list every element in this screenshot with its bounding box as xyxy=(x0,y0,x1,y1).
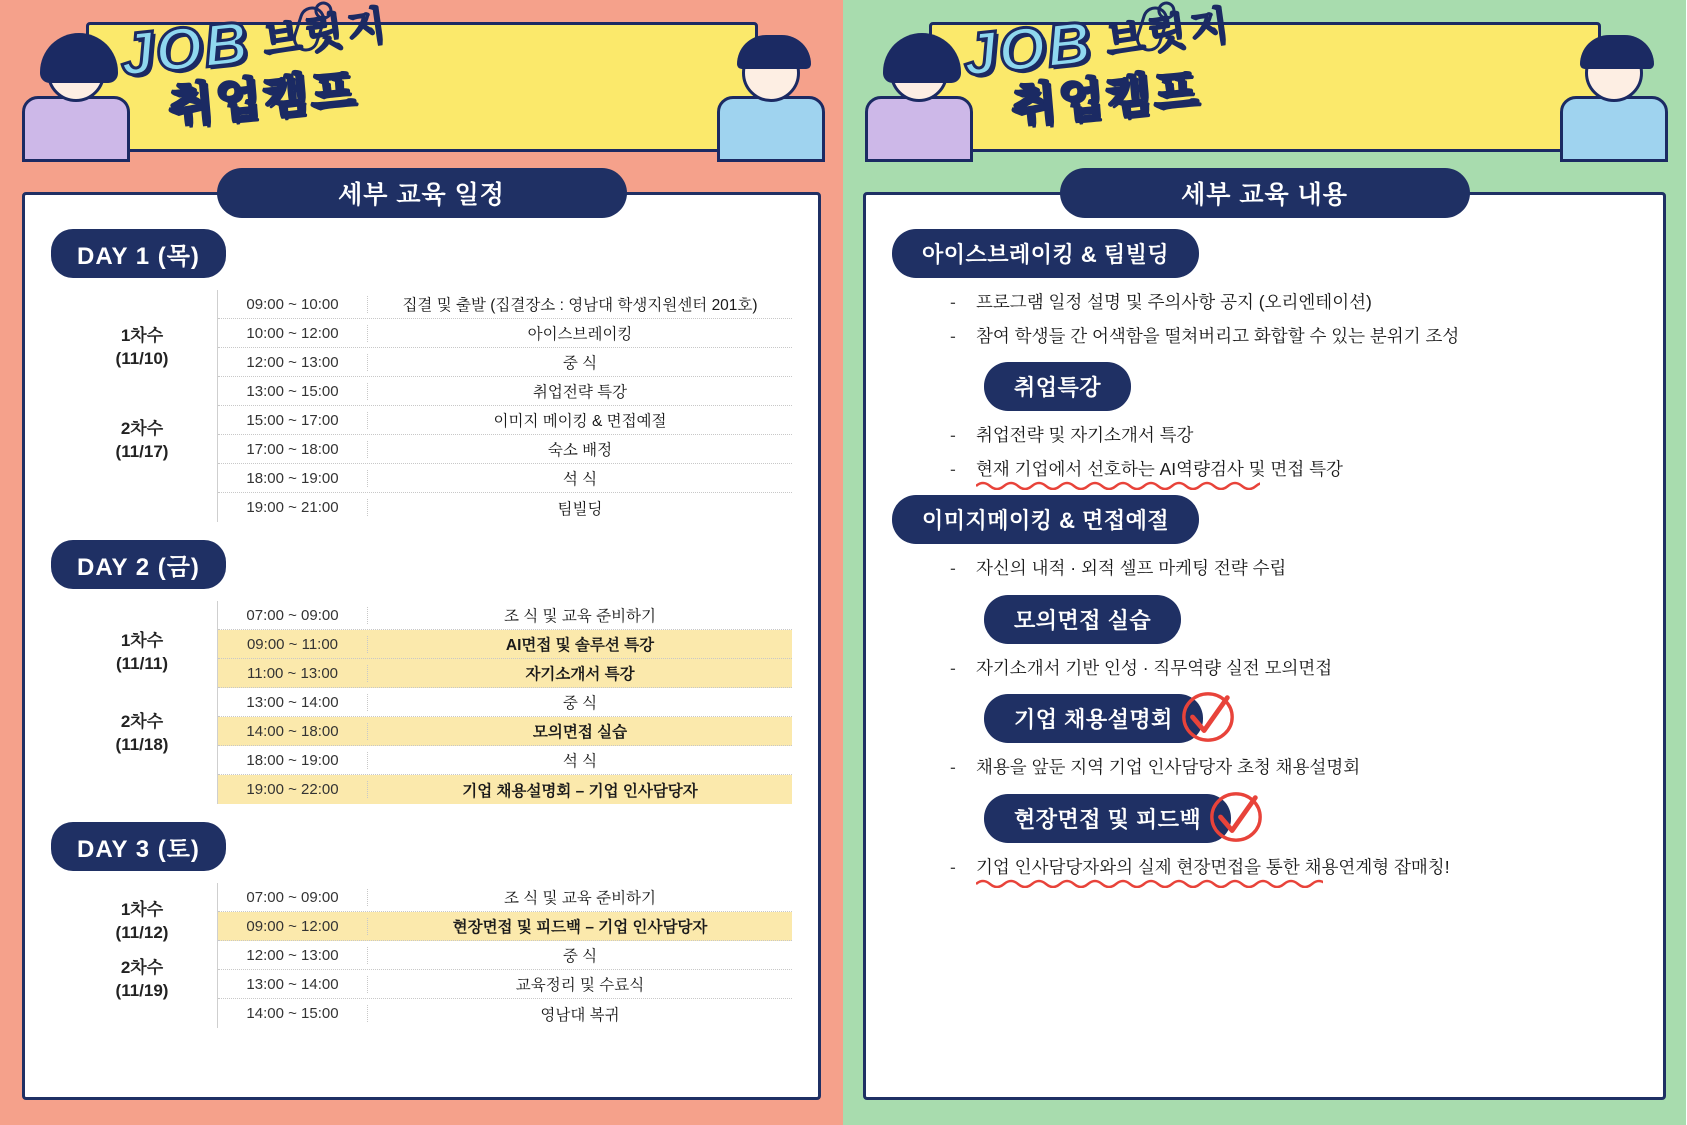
bullet-text: 자신의 내적 · 외적 셀프 마케팅 전략 수립 xyxy=(976,558,1287,578)
day-badge: DAY 3 (토) xyxy=(51,822,226,871)
table-row xyxy=(218,717,792,746)
row-description: 중 식 xyxy=(562,355,598,372)
bullet-dash: - xyxy=(950,292,956,312)
bullet-list xyxy=(950,290,1637,348)
content-section xyxy=(892,495,1637,581)
table-row xyxy=(218,630,792,659)
right-panel xyxy=(843,0,1686,1125)
schedule-rows xyxy=(217,290,792,522)
round-column xyxy=(67,883,217,1028)
row-description: 숙소 배정 xyxy=(547,442,613,459)
row-time: 07:00 ~ 09:00 xyxy=(218,607,368,624)
section-title: 취업특강 xyxy=(984,362,1131,411)
table-row xyxy=(218,406,792,435)
row-time: 18:00 ~ 19:00 xyxy=(218,752,368,769)
schedule-rows xyxy=(217,601,792,804)
right-section-title: 세부 교육 내용 xyxy=(1060,168,1470,218)
table-row xyxy=(218,999,792,1028)
left-section-title: 세부 교육 일정 xyxy=(217,168,627,218)
table-row xyxy=(218,464,792,493)
schedule-table xyxy=(67,290,792,522)
list-item xyxy=(950,855,1637,880)
row-description: 기업 채용설명회 – 기업 인사담당자 xyxy=(462,782,698,800)
content-section xyxy=(892,694,1637,780)
row-description: 영남대 복귀 xyxy=(540,1006,620,1024)
row-description: 모의면접 실습 xyxy=(532,724,628,741)
bullet-list xyxy=(950,656,1637,681)
row-description: 중 식 xyxy=(562,948,598,965)
list-item xyxy=(950,656,1637,681)
bullet-text: 참여 학생들 간 어색함을 떨쳐버리고 화합할 수 있는 분위기 조성 xyxy=(976,325,1460,346)
row-time: 09:00 ~ 11:00 xyxy=(218,636,368,653)
row-time: 10:00 ~ 12:00 xyxy=(218,325,368,342)
content-section xyxy=(892,595,1637,681)
logo-camp-text: 취업캠프 xyxy=(1009,63,1203,133)
underline-wrap xyxy=(976,877,1323,888)
check-mark-icon xyxy=(1179,688,1237,746)
bullet-text: 취업전략 및 자기소개서 특강 xyxy=(976,425,1194,445)
table-row xyxy=(218,348,792,377)
table-row xyxy=(218,659,792,688)
day-block xyxy=(51,822,792,1028)
round-label: 1차수 (11/11) xyxy=(116,630,168,673)
logo-camp-text: 취업캠프 xyxy=(166,63,360,133)
row-description: 자기소개서 특강 xyxy=(525,666,635,683)
check-mark-icon xyxy=(1207,788,1265,846)
row-description: 집결 및 출발 (집결장소 : 영남대 학생지원센터 201호) xyxy=(402,297,758,314)
logo-bridge-text: 브릿지 xyxy=(1103,3,1236,65)
logo-job-text: JOB xyxy=(959,8,1096,89)
row-description: 조 식 및 교육 준비하기 xyxy=(504,890,656,907)
squiggle-underline xyxy=(976,480,1260,490)
section-title: 이미지메이킹 & 면접예절 xyxy=(892,495,1199,544)
schedule-card xyxy=(22,192,821,1100)
bullet-list xyxy=(950,855,1637,880)
bullet-text: 프로그램 일정 설명 및 주의사항 공지 (오리엔테이션) xyxy=(976,292,1372,312)
bullet-list xyxy=(950,556,1637,581)
table-row xyxy=(218,688,792,717)
round-label: 1차수 (11/12) xyxy=(115,899,169,942)
bullet-list xyxy=(950,423,1637,481)
list-item xyxy=(950,457,1637,482)
table-row xyxy=(218,435,792,464)
row-description: 취업전략 특강 xyxy=(532,384,628,401)
schedule-table xyxy=(67,883,792,1028)
round-column xyxy=(67,290,217,522)
row-time: 14:00 ~ 15:00 xyxy=(218,1005,368,1022)
section-title: 모의면접 실습 xyxy=(984,595,1181,644)
left-panel xyxy=(0,0,843,1125)
left-header-art xyxy=(0,0,843,178)
content-section xyxy=(892,794,1637,880)
day-block xyxy=(51,229,792,522)
table-row xyxy=(218,377,792,406)
bullet-text: 기업 인사담당자와의 실제 현장면접을 통한 채용연계형 잡매칭! xyxy=(976,855,1450,880)
round-label: 2차수 (11/18) xyxy=(115,711,169,754)
bullet-dash: - xyxy=(950,458,956,479)
row-description: 아이스브레이킹 xyxy=(527,326,633,343)
content-card xyxy=(863,192,1666,1100)
round-label: 1차수 (11/10) xyxy=(115,326,169,368)
check-mark xyxy=(1207,788,1265,846)
list-item xyxy=(950,423,1637,448)
section-title: 현장면접 및 피드백 xyxy=(984,794,1231,843)
bullet-text: 채용을 앞둔 지역 기업 인사담당자 초청 채용설명회 xyxy=(976,757,1361,777)
bullet-dash: - xyxy=(950,425,956,445)
row-time: 11:00 ~ 13:00 xyxy=(218,665,368,682)
row-description: 석 식 xyxy=(562,471,598,488)
row-time: 07:00 ~ 09:00 xyxy=(218,889,368,906)
round-column xyxy=(67,601,217,804)
day-badge: DAY 2 (금) xyxy=(51,540,226,589)
row-time: 14:00 ~ 18:00 xyxy=(218,723,368,740)
round-label: 2차수 (11/17) xyxy=(115,418,169,461)
row-time: 12:00 ~ 13:00 xyxy=(218,354,368,371)
row-time: 17:00 ~ 18:00 xyxy=(218,441,368,458)
right-header-art xyxy=(843,0,1686,178)
row-description: 중 식 xyxy=(562,695,598,712)
bullet-dash: - xyxy=(950,325,956,346)
row-time: 15:00 ~ 17:00 xyxy=(218,412,368,429)
schedule-table xyxy=(67,601,792,804)
content-section xyxy=(892,362,1637,481)
squiggle-underline xyxy=(976,878,1323,888)
row-description: 현장면접 및 피드백 – 기업 인사담당자 xyxy=(452,919,708,936)
row-time: 19:00 ~ 22:00 xyxy=(218,781,368,798)
table-row xyxy=(218,883,792,912)
table-row xyxy=(218,746,792,775)
check-mark xyxy=(1179,688,1237,746)
day-block xyxy=(51,540,792,804)
row-time: 09:00 ~ 12:00 xyxy=(218,918,368,935)
bullet-dash: - xyxy=(950,757,956,777)
row-description: 석 식 xyxy=(562,753,598,770)
table-row xyxy=(218,319,792,348)
row-description: 조 식 및 교육 준비하기 xyxy=(504,608,656,625)
row-time: 13:00 ~ 14:00 xyxy=(218,694,368,711)
row-description: 교육정리 및 수료식 xyxy=(515,977,645,994)
row-time: 18:00 ~ 19:00 xyxy=(218,470,368,487)
content-section xyxy=(892,229,1637,348)
table-row xyxy=(218,775,792,804)
list-item xyxy=(950,324,1637,349)
logo-job-text: JOB xyxy=(116,8,253,89)
row-description: AI면접 및 솔루션 특강 xyxy=(505,637,655,654)
bullet-text: 현재 기업에서 선호하는 AI역량검사 및 면접 특강 xyxy=(976,457,1343,482)
logo xyxy=(0,0,843,178)
row-description: 이미지 메이킹 & 면접예절 xyxy=(493,413,667,430)
logo xyxy=(843,0,1686,178)
bullet-dash: - xyxy=(950,856,956,877)
underline-wrap xyxy=(976,479,1260,490)
table-row xyxy=(218,493,792,522)
round-label: 2차수 (11/19) xyxy=(115,957,169,1000)
list-item xyxy=(950,290,1637,315)
bullet-dash: - xyxy=(950,558,956,578)
bullet-dash: - xyxy=(950,657,956,678)
bullet-list xyxy=(950,755,1637,780)
row-time: 13:00 ~ 15:00 xyxy=(218,383,368,400)
section-title: 아이스브레이킹 & 팀빌딩 xyxy=(892,229,1199,278)
table-row xyxy=(218,912,792,941)
bullet-text: 자기소개서 기반 인성 · 직무역량 실전 모의면접 xyxy=(976,657,1333,678)
row-time: 19:00 ~ 21:00 xyxy=(218,499,368,516)
day-badge: DAY 1 (목) xyxy=(51,229,226,278)
table-row xyxy=(218,941,792,970)
schedule-rows xyxy=(217,883,792,1028)
row-time: 13:00 ~ 14:00 xyxy=(218,976,368,993)
list-item xyxy=(950,556,1637,581)
row-description: 팀빌딩 xyxy=(557,500,603,518)
row-time: 09:00 ~ 10:00 xyxy=(218,296,368,313)
section-title: 기업 채용설명회 xyxy=(984,694,1203,743)
logo-bridge-text: 브릿지 xyxy=(260,3,393,65)
table-row xyxy=(218,970,792,999)
row-time: 12:00 ~ 13:00 xyxy=(218,947,368,964)
table-row xyxy=(218,601,792,630)
list-item xyxy=(950,755,1637,780)
table-row xyxy=(218,290,792,319)
